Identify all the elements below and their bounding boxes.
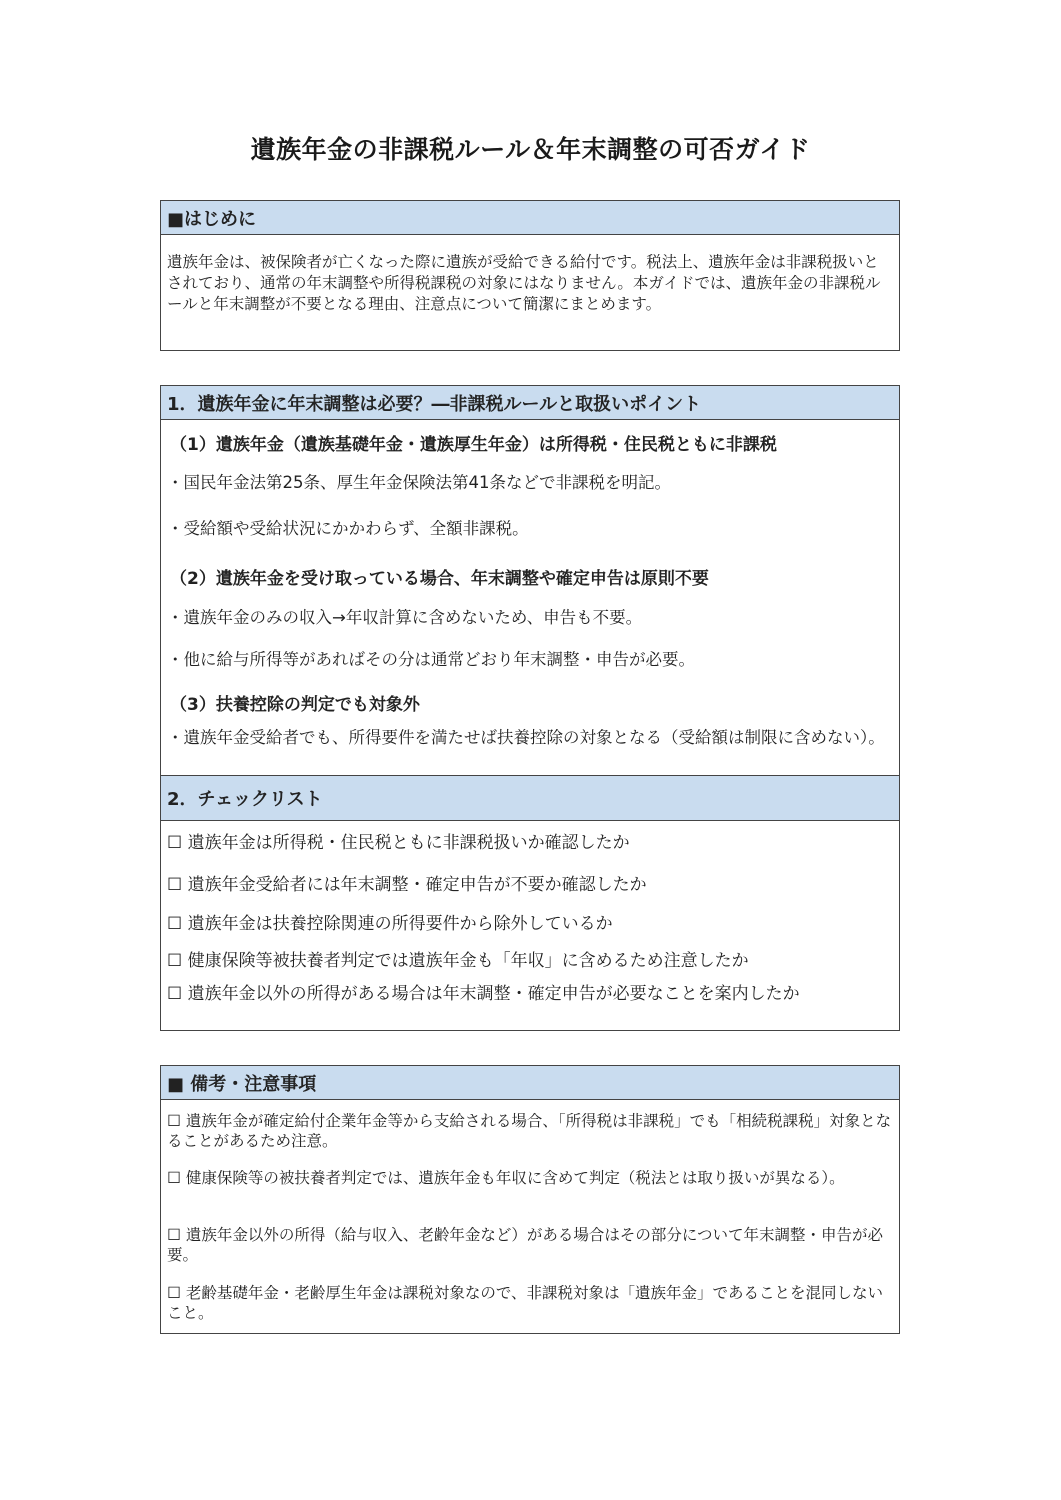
main-box [160,385,900,1031]
list-item: ・遺族年金受給者でも、所得要件を満たせば扶養控除の対象となる（受給額は制限に含めない）。 [167,728,885,747]
list-item: ・遺族年金のみの収入→年収計算に含めないため、申告も不要。 [167,608,643,627]
list-item: ・他に給与所得等があればその分は通常どおり年末調整・申告が必要。 [167,650,695,669]
checklist-item: ☐ 遺族年金受給者には年末調整・確定申告が不要か確認したか [167,875,647,895]
section1-sub2: （2）遺族年金を受け取っている場合、年末調整や確定申告は原則不要 [170,569,709,589]
note-item: ☐ 老齢基礎年金・老齢厚生年金は課税対象なので、非課税対象は「遺族年金」であることを混同しないこと。 [167,1284,884,1322]
list-item: ・国民年金法第25条、厚生年金保険法第41条などで非課税を明記。 [167,473,671,492]
note-item: ☐ 健康保険等の被扶養者判定では、遺族年金も年収に含めて判定（税法とは取り扱いが異なる）。 [167,1169,845,1187]
note-item: ☐ 遺族年金が確定給付企業年金等から支給される場合、「所得税は非課税」でも「相続税課税」対象となることがあるため注意。 [167,1112,892,1150]
list-item: ・受給額や受給状況にかかわらず、全額非課税。 [167,519,529,538]
section1-sub3: （3）扶養控除の判定でも対象外 [170,695,420,715]
page-title: 遺族年金の非課税ルール＆年末調整の可否ガイド [250,135,811,164]
checklist-item: ☐ 健康保険等被扶養者判定では遺族年金も「年収」に含めるため注意したか [167,951,749,971]
notes-heading: ■ 備考・注意事項 [161,1066,899,1100]
checklist-item: ☐ 遺族年金は扶養控除関連の所得要件から除外しているか [167,914,613,934]
checklist-item: ☐ 遺族年金以外の所得がある場合は年末調整・確定申告が必要なことを案内したか [167,984,800,1004]
intro-text: 遺族年金は、被保険者が亡くなった際に遺族が受給できる給付です。税法上、遺族年金は非課税扱いとされており、通常の年末調整や所得税課税の対象にはなりません。本ガイドでは、遺族年金の非課税ルールと年末調整が不要となる理由、注意点について簡潔にまとめます。 [167,253,881,313]
notes-box [160,1065,900,1334]
intro-box [160,200,900,351]
note-item: ☐ 遺族年金以外の所得（給与収入、老齢年金など）がある場合はその部分について年末調整・申告が必要。 [167,1226,884,1264]
section2-heading: 2．チェックリスト [161,775,899,821]
checklist-item: ☐ 遺族年金は所得税・住民税ともに非課税扱いか確認したか [167,833,630,853]
section1-sub1: （1）遺族年金（遺族基礎年金・遺族厚生年金）は所得税・住民税ともに非課税 [170,435,777,455]
section1-heading: 1．遺族年金に年末調整は必要？―非課税ルールと取扱いポイント [161,386,899,420]
intro-heading: ■はじめに [161,201,899,235]
